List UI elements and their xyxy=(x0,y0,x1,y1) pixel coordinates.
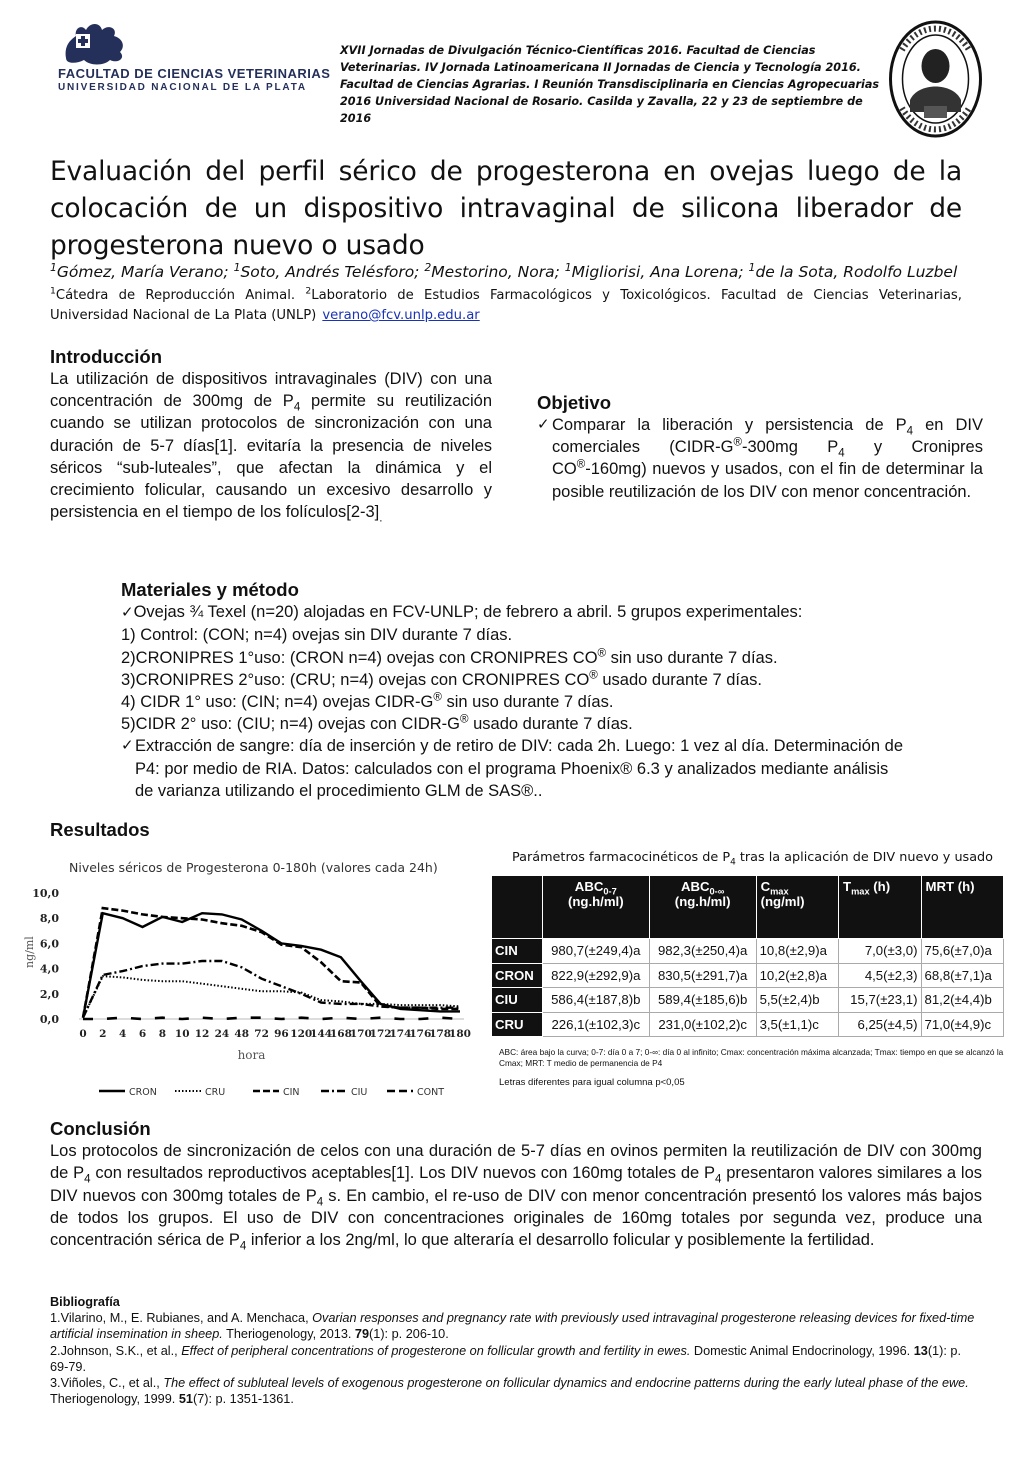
table-cell: 15,7(±23,1) xyxy=(839,988,921,1013)
x-tick-label: 144 xyxy=(310,1028,333,1040)
methods-line-4b: usado durante 7 días. xyxy=(597,670,762,689)
table-cell: 982,3(±250,4)a xyxy=(649,939,756,964)
ref-2-volume: 13 xyxy=(913,1343,928,1358)
header-tmax xyxy=(839,876,921,939)
university-seal-icon xyxy=(888,20,983,138)
ref-3-journal: Theriogenology, 1999. xyxy=(50,1392,179,1407)
x-tick-label: 4 xyxy=(119,1028,127,1040)
header-abc-0-7-unit: (ng.h/ml) xyxy=(567,894,624,909)
conclusion-heading: Conclusión xyxy=(50,1118,151,1139)
x-tick-label: 24 xyxy=(214,1028,230,1040)
results-heading: Resultados xyxy=(50,819,150,840)
table-caption-a: Parámetros farmacocinéticos de P xyxy=(512,850,731,865)
y-tick-label: 6,0 xyxy=(39,937,59,951)
reference-1 xyxy=(50,1310,982,1342)
series-line-cron xyxy=(83,913,460,1018)
row-label: CIU xyxy=(492,988,543,1013)
header-abc-0-inf xyxy=(649,876,756,939)
bibliography-section xyxy=(50,1294,982,1407)
email-link[interactable]: verano@fcv.unlp.edu.ar xyxy=(322,308,480,323)
legend-label-cin: CIN xyxy=(283,1087,300,1098)
x-tick-label: 178 xyxy=(429,1028,452,1040)
table-cell: 10,2(±2,8)a xyxy=(756,963,838,988)
y-tick-label: 0,0 xyxy=(39,1013,59,1026)
y-tick-label: 8,0 xyxy=(39,912,59,926)
methods-line-3b: sin uso durante 7 días. xyxy=(606,648,778,667)
methods-line-4a: 3)CRONIPRES 2°uso: (CRU; n=4) ovejas con CRONIPRES CO xyxy=(121,670,590,689)
table-header-row xyxy=(492,876,1004,939)
ref-3-pages: (7): p. 1351-1361. xyxy=(192,1392,294,1407)
author-1: Gómez, María Verano; xyxy=(56,263,234,281)
header-tmax-label: T xyxy=(843,879,852,894)
header-abc-0-inf-unit: (ng.h/ml) xyxy=(674,894,731,909)
x-tick-label: 2 xyxy=(99,1028,107,1040)
ref-3-title: The effect of subluteal levels of exogenous progesterone on follicular dynamics and endocrine patterns during the early luteal phase of the ewe. xyxy=(163,1376,969,1391)
table-significance-note: Letras diferentes para igual columna p<0,05 xyxy=(499,1077,685,1088)
affiliation-1: Cátedra de Reproducción Animal. xyxy=(55,288,306,303)
table-footnote: ABC: área bajo la curva; 0-7: día 0 a 7; 0-∞: día 0 al infinito; Cmax: concentración máxima alcanzada; Tmax: tiempo en que se alcanzó la Cmax; MRT: T medio de permanencia de P4 xyxy=(499,1047,1004,1068)
conclusion-part-5: inferior a los 2ng/ml, lo que alteraría el desarrollo folicular y posiblemente la fertilidad. xyxy=(246,1231,875,1250)
table-row xyxy=(492,1012,1004,1037)
x-tick-label: 172 xyxy=(369,1028,392,1040)
table-cell: 68,8(±7,1)a xyxy=(921,963,1004,988)
objective-part-4: y Cronipres CO xyxy=(552,438,983,479)
table-cell: 10,8(±2,9)a xyxy=(756,939,838,964)
bibliography-heading: Bibliografía xyxy=(50,1295,120,1309)
table-cell: 6,25(±4,5) xyxy=(839,1012,921,1037)
x-tick-label: 168 xyxy=(329,1028,352,1040)
x-tick-label: 96 xyxy=(274,1028,289,1040)
y-tick-label: 4,0 xyxy=(39,962,59,976)
header-abc-0-7-sub: 0-7 xyxy=(603,886,617,897)
table-cell: 4,5(±2,3) xyxy=(839,963,921,988)
legend-label-cont: CONT xyxy=(417,1087,445,1098)
objective-part-3: -300mg P xyxy=(741,438,839,457)
row-label: CIN xyxy=(492,939,543,964)
methods-line-7-text: Extracción de sangre: día de inserción y de retiro de DIV: cada 2h. Luego: 1 vez al día. Determinación de P4: por medio de RIA. Datos: calculados con el programa Phoenix® 6.3 y analizados mediante análisis de varianza utilizando el procedimiento GLM de SAS®.. xyxy=(135,737,903,800)
ref-2-journal: Domestic Animal Endocrinology, 1996. xyxy=(690,1343,914,1358)
header-tmax-sub: max xyxy=(851,886,870,897)
header-cmax-unit: (ng/ml) xyxy=(760,894,805,909)
conclusion-part-2: con resultados reproductivos aceptables[1]. Los DIV nuevos con 160mg totales de P xyxy=(90,1164,715,1183)
pharmacokinetic-table xyxy=(491,875,1004,1037)
table-caption-b: tras la aplicación de DIV nuevo y usado xyxy=(735,850,994,865)
table-cell: 3,5(±1,1)c xyxy=(756,1012,838,1037)
table-row xyxy=(492,939,1004,964)
header-cmax-label: C xyxy=(760,879,771,894)
x-tick-label: 48 xyxy=(234,1028,250,1040)
x-tick-label: 6 xyxy=(138,1028,147,1040)
conclusion-section xyxy=(50,1118,982,1251)
y-axis-label: ng/ml xyxy=(23,936,36,968)
table-cell: 589,4(±185,6)b xyxy=(649,988,756,1013)
methods-line-7 xyxy=(121,735,911,802)
intro-text-part-2: permite su reutilización cuando se utilizan protocolos de sincronización con una duración de 5-7 días[1]. evitaría la presencia de niveles séricos “sub-luteales”, que afectan la dinámica y el crecimiento folicular, causando un excesivo desarrollo y persistencia en el tiempo de los folículos[2-3] xyxy=(50,392,492,522)
header-abc-0-inf-sub: 0-∞ xyxy=(709,886,725,897)
ref-1-authors: 1.Vilarino, M., E. Rubianes, and A. Menchaca, xyxy=(50,1311,313,1326)
methods-line-2: 1) Control: (CON; n=4) ovejas sin DIV durante 7 días. xyxy=(121,626,513,645)
conclusion-part-3: presentaron valores similares a los DIV nuevos con 300mg totales de P xyxy=(50,1164,982,1205)
reference-3 xyxy=(50,1375,982,1407)
header-empty xyxy=(492,876,543,939)
introduction-section xyxy=(50,346,492,523)
ref-2-authors: 2.Johnson, S.K., et al., xyxy=(50,1343,182,1358)
row-label: CRU xyxy=(492,1012,543,1037)
x-axis-label: hora xyxy=(237,1048,266,1062)
table-cell: 980,7(±249,4)a xyxy=(542,939,649,964)
table-caption: Parámetros farmacocinéticos de $P_4$ tras la aplicación de DIV nuevo y usado xyxy=(512,850,994,868)
table-cell: 81,2(±4,4)b xyxy=(921,988,1004,1013)
affiliation-2: Laboratorio de Estudios Farmacológicos y Toxicológicos. Facultad de Ciencias Veterinarias, Universidad Nacional de La Plata (UNLP) xyxy=(50,288,962,323)
row-label: CRON xyxy=(492,963,543,988)
legend-label-cru: CRU xyxy=(205,1087,226,1098)
x-tick-label: 8 xyxy=(158,1028,167,1040)
author-list: $^1$Gómez, María Verano; $^1$Soto, Andrés Telésforo; $^2$Mestorino, Nora; $^1$Migliorisi, Ana Lorena; $^1$de la Sota, Rodolfo Luzbel xyxy=(50,260,958,281)
header-abc-0-7 xyxy=(542,876,649,939)
introduction-text: La utilización de dispositivos intravaginales (DIV) con una concentración de 300mg de $P_4$ permite su reutilización cuando se utilizan protocolos de sincronización con una duración de 5-7 días[1]. evitaría la presencia de niveles séricos “sub-luteales”, que afectan la dinámica y el crecimiento folicular, causando un excesivo desarrollo y persistencia en el tiempo de los $folículos[2-3]_.$ xyxy=(50,370,492,525)
ref-2-pages: (1): p. 69-79. xyxy=(50,1343,961,1374)
methods-line-6b: usado durante 7 días. xyxy=(468,715,633,734)
author-5: de la Sota, Rodolfo Luzbel xyxy=(755,263,958,281)
conclusion-text: Los protocolos de sincronización de celos con una duración de 5-7 días en ovinos permiten la reutilización de DIV con 300mg de $P_4$ con resultados reproductivos aceptables[1]. Los DIV nuevos con 160mg totales de $P_4$ presentaron valores similares a los DIV nuevos con 300mg totales de $P_4$ s. En cambio, el re-uso de DIV con menor concentración presentó los valores más bajos de todos los grupos. El uso de DIV con concentraciones originales de 160mg totales por segunda vez, produce una concentración sérica de $P_4$ inferior a los 2ng/ml, lo que alteraría el desarrollo folicular y posiblemente la fertilidad. xyxy=(50,1142,982,1253)
progesterone-line-chart xyxy=(23,855,475,1110)
introduction-heading: Introducción xyxy=(50,346,163,367)
table-cell: 231,0(±102,2)c xyxy=(649,1012,756,1037)
methods-line-3a: 2)CRONIPRES 1°uso: (CRON n=4) ovejas con CRONIPRES CO xyxy=(121,648,598,667)
header-cmax-sub: max xyxy=(770,886,789,897)
affiliations: $^1$Cátedra de Reproducción Animal. $^2$Laboratorio de Estudios Farmacológicos y Toxicológicos. Facultad de Ciencias Veterinarias, Universidad Nacional de La Plata (UNLP) verano@fcv.unlp.edu.ar xyxy=(50,285,962,323)
x-tick-label: 180 xyxy=(449,1028,471,1040)
author-4: Migliorisi, Ana Lorena; xyxy=(571,263,749,281)
ref-1-volume: 79 xyxy=(354,1327,370,1342)
table-cell: 71,0(±4,9)c xyxy=(921,1012,1004,1037)
header-tmax-unit: (h) xyxy=(869,879,891,894)
chart-title: Niveles séricos de Progesterona 0-180h (valores cada 24h) xyxy=(69,860,438,875)
methods-line-5b: sin uso durante 7 días. xyxy=(441,693,614,712)
faculty-logo xyxy=(58,18,331,106)
table-cell: 830,5(±291,7)a xyxy=(649,963,756,988)
series-line-cru xyxy=(83,976,460,1018)
header-abc-0-7-label: ABC xyxy=(574,879,604,894)
y-tick-label: 10,0 xyxy=(32,887,59,900)
ref-1-title: Ovarian responses and pregnancy rate with previously used intravaginal progesterone releasing devices for fixed-time artificial insemination in sheep. xyxy=(50,1311,975,1342)
logo-line-2: UNIVERSIDAD NACIONAL DE LA PLATA xyxy=(58,82,307,93)
x-tick-label: 174 xyxy=(389,1028,412,1040)
table-row xyxy=(492,988,1004,1013)
ref-3-volume: 51 xyxy=(178,1392,193,1407)
ref-2-title: Effect of peripheral concentrations of progesterone on follicular growth and fertility in ewes. xyxy=(181,1343,691,1358)
methods-line-4: 3)CRONIPRES 2°uso: (CRU; n=4) ovejas con CRONIPRES CO® usado durante 7 días. xyxy=(121,669,762,689)
checkmark-icon: ✓ xyxy=(121,737,134,755)
table-cell: 822,9(±292,9)a xyxy=(542,963,649,988)
y-tick-label: 2,0 xyxy=(39,987,59,1001)
checkmark-icon: ✓ xyxy=(537,416,550,433)
author-2: Soto, Andrés Telésforo; xyxy=(240,263,425,281)
event-header: XVII Jornadas de Divulgación Técnico-Científicas 2016. Facultad de Ciencias Veterinarias. IV Jornada Latinoamericana II Jornadas de Ciencia y Tecnología 2016. Facultad de Ciencias Agrarias. I Reunión Transdisciplinaria en Ciencias Agropecuarias 2016 Universidad Nacional de Rosario. Casilda y Zavalla, 22 y 23 de septiembre de 2016 xyxy=(340,44,880,125)
ref-1-journal: Theriogenology, 2013. xyxy=(222,1327,355,1342)
methods-heading: Materiales y método xyxy=(121,579,299,600)
x-tick-label: 72 xyxy=(254,1028,269,1040)
table-cell: 7,0(±3,0) xyxy=(839,939,921,964)
intro-text-part-1: La utilización de dispositivos intravaginales (DIV) con una concentración de 300mg de P xyxy=(50,370,492,411)
x-tick-label: 12 xyxy=(194,1028,210,1040)
x-tick-label: 10 xyxy=(174,1028,190,1040)
legend-label-ciu: CIU xyxy=(351,1087,368,1098)
objective-text: ✓ Comparar la liberación y persistencia de $P_4$ en DIV comerciales (CIDR-G®-300mg $P_4$ y Cronipres CO®-160mg) nuevos y usados, con el fin de determinar la posible reutilización de los DIV con menor concentración. xyxy=(537,416,983,501)
methods-line-3: 2)CRONIPRES 1°uso: (CRON n=4) ovejas con CRONIPRES CO® sin uso durante 7 días. xyxy=(121,647,778,667)
objective-part-5: -160mg) nuevos y usados, con el fin de determinar la posible reutilización de los DIV con menor concentración. xyxy=(552,460,983,501)
header-abc-0-inf-label: ABC xyxy=(680,879,710,894)
x-tick-label: 120 xyxy=(290,1028,313,1040)
methods-line-1 xyxy=(121,601,911,624)
ref-3-authors: 3.Viñoles, C., et al., xyxy=(50,1376,164,1391)
objective-heading: Objetivo xyxy=(537,392,612,413)
conclusion-part-4: s. En cambio, el re-uso de DIV con menor concentración presentó los valores más bajos de todos los grupos. El uso de DIV con concentraciones originales de 160mg totales por segunda vez, produce una concentración sérica de P xyxy=(50,1186,982,1250)
table-cell: 75,6(±7,0)a xyxy=(921,939,1004,964)
author-3: Mestorino, Nora; xyxy=(431,263,565,281)
objective-section xyxy=(537,392,983,503)
conclusion-part-1: Los protocolos de sincronización de celos con una duración de 5-7 días en ovinos permiten la reutilización de DIV con 300mg de P xyxy=(50,1142,982,1183)
paper-title: Evaluación del perfil sérico de progesterona en ovejas luego de la colocación de un dispositivo intravaginal de silicona liberador de progesterona nuevo o usado xyxy=(50,156,962,261)
header-cmax xyxy=(756,876,838,939)
x-tick-label: 170 xyxy=(349,1028,372,1040)
oak-leaf-logo-icon xyxy=(60,18,132,66)
objective-part-2: en DIV comerciales (CIDR-G xyxy=(552,416,983,457)
legend-label-cron: CRON xyxy=(129,1087,157,1098)
x-tick-label: 176 xyxy=(409,1028,432,1040)
methods-line-6a: 5)CIDR 2° uso: (CIU; n=4) ovejas con CIDR-G xyxy=(121,715,460,734)
checkmark-icon: ✓ xyxy=(121,604,134,622)
table-cell: 586,4(±187,8)b xyxy=(542,988,649,1013)
reference-2 xyxy=(50,1343,982,1375)
ref-1-pages: (1): p. 206-10. xyxy=(369,1327,449,1342)
header-mrt: MRT (h) xyxy=(921,876,1004,939)
table-cell: 5,5(±2,4)b xyxy=(756,988,838,1013)
objective-part-1: Comparar la liberación y persistencia de P xyxy=(552,416,907,434)
logo-line-1: FACULTAD DE CIENCIAS VETERINARIAS xyxy=(58,66,331,81)
methods-line-5: 4) CIDR 1° uso: (CIN; n=4) ovejas CIDR-G® sin uso durante 7 días. xyxy=(121,691,614,712)
methods-line-1-text: Ovejas ¾ Texel (n=20) alojadas en FCV-UNLP; de febrero a abril. 5 grupos experimentales: xyxy=(133,603,803,622)
methods-section xyxy=(121,579,911,802)
methods-line-6: 5)CIDR 2° uso: (CIU; n=4) ovejas con CIDR-G® usado durante 7 días. xyxy=(121,713,633,734)
methods-line-5a: 4) CIDR 1° uso: (CIN; n=4) ovejas CIDR-G xyxy=(121,693,434,712)
table-cell: 226,1(±102,3)c xyxy=(542,1012,649,1037)
x-tick-label: 0 xyxy=(79,1028,87,1040)
table-row xyxy=(492,963,1004,988)
